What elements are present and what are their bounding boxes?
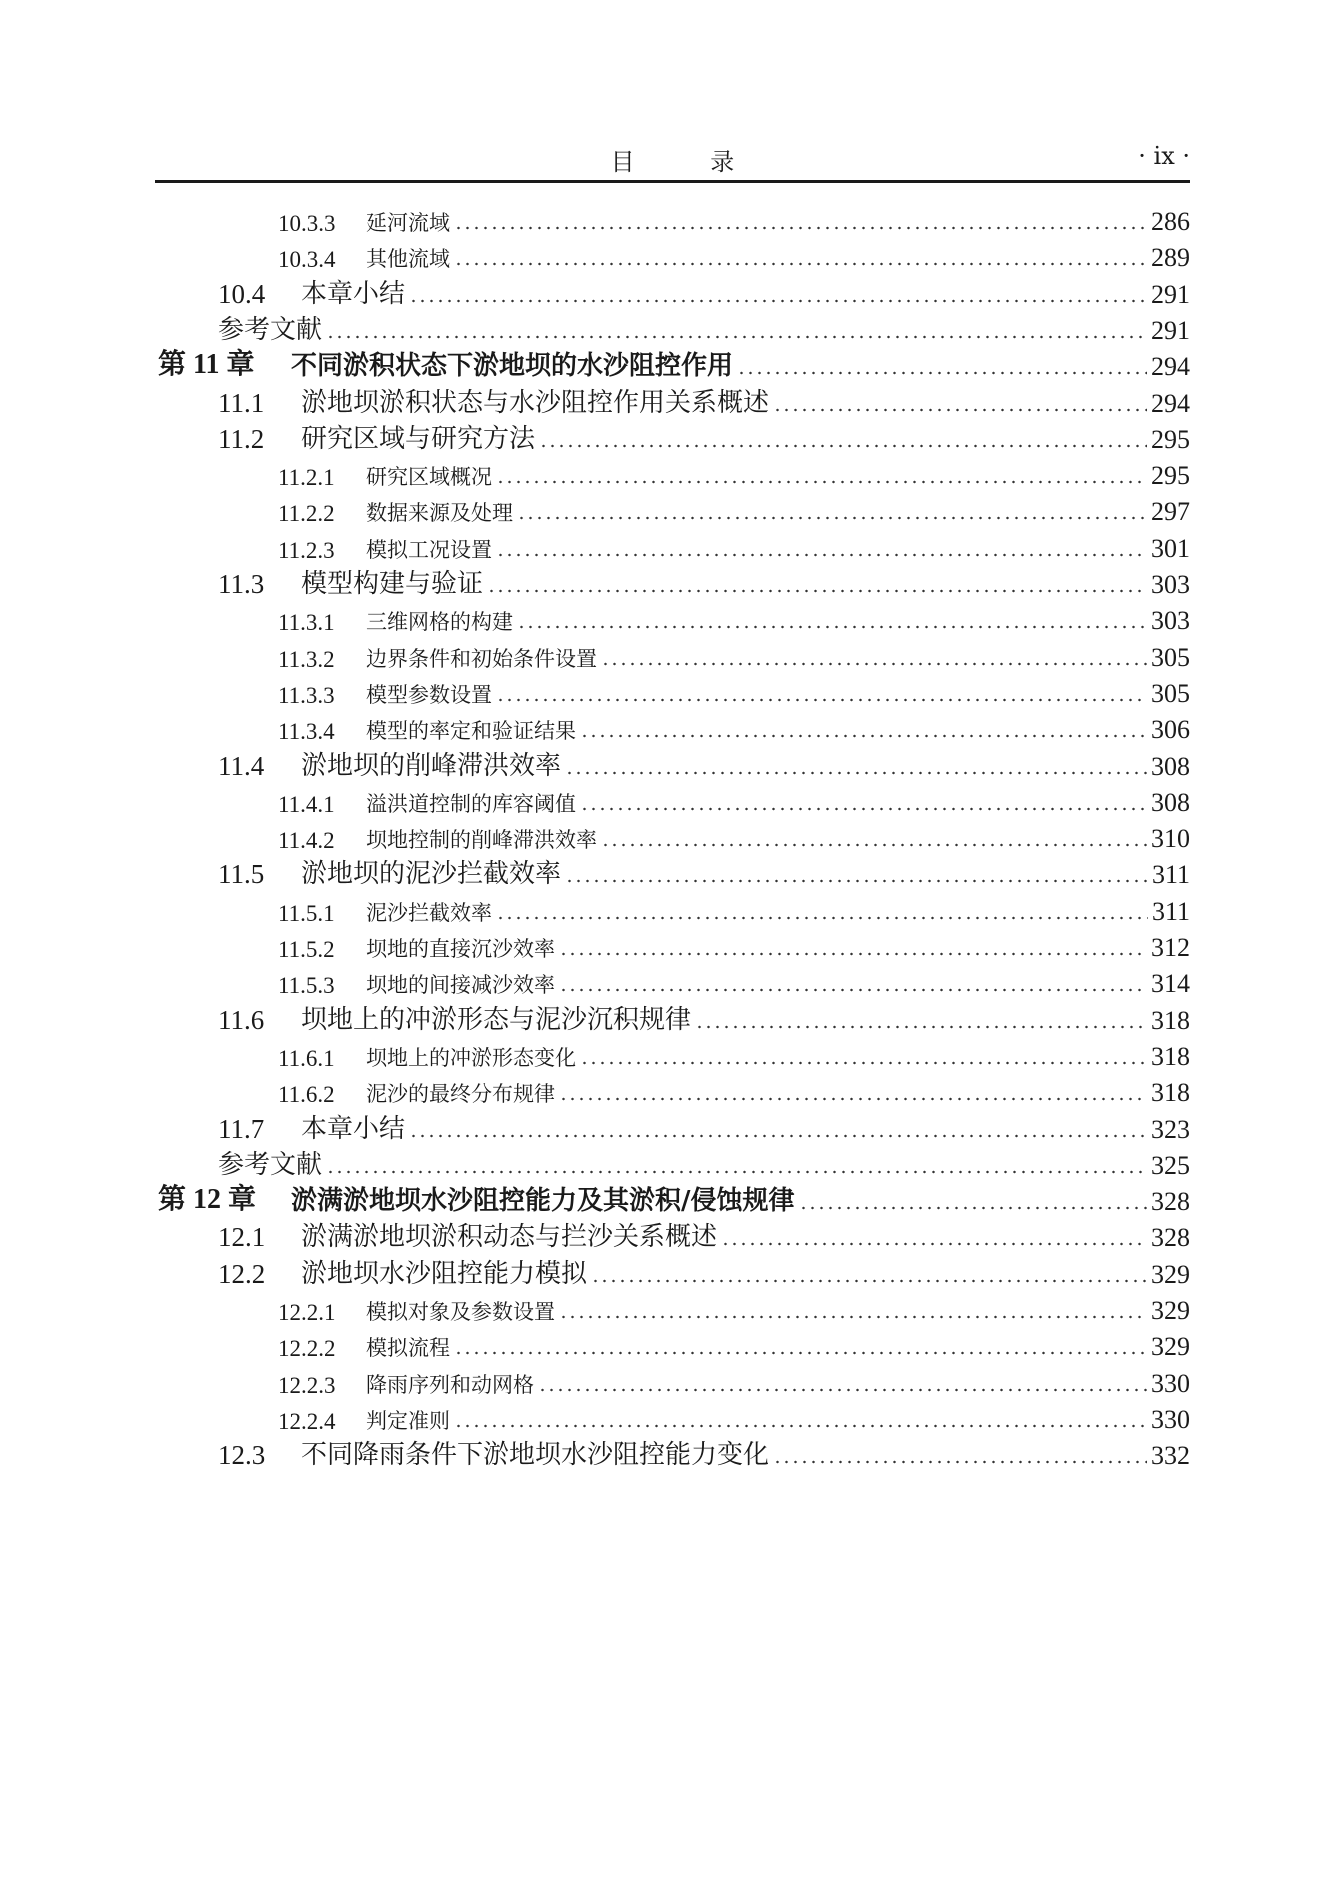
toc-entry-page: 318: [1151, 1005, 1190, 1035]
dot-leader: [773, 1460, 1147, 1464]
toc-entry-title: 淤地坝的泥沙拦截效率: [301, 859, 562, 890]
toc-entry[interactable]: [155, 270, 1190, 310]
toc-entry-title: 本章小结: [301, 1113, 406, 1144]
dot-leader: [409, 299, 1147, 303]
toc-entry-title: 边界条件和初始条件设置: [366, 646, 597, 671]
dot-leader: [454, 1351, 1147, 1355]
toc-entry[interactable]: [155, 415, 1190, 455]
toc-entry-number: 11.7: [218, 1113, 265, 1144]
toc-entry-number: 11.1: [218, 387, 265, 418]
toc-entry-page: 312: [1151, 933, 1190, 962]
toc-entry-title: 延河流域: [366, 211, 450, 235]
toc-entry[interactable]: [155, 306, 1190, 346]
toc-entry-page: 289: [1151, 243, 1190, 273]
toc-entry-page: 329: [1151, 1259, 1190, 1289]
toc-entry-number: 11.2.2: [278, 501, 335, 527]
toc-entry-number: 11.4.2: [278, 828, 335, 854]
dot-leader: [487, 589, 1147, 593]
toc-entry[interactable]: [155, 887, 1190, 927]
toc-entry[interactable]: [155, 1322, 1190, 1362]
toc-entry-title: 坝地上的冲淤形态与泥沙沉积规律: [301, 1004, 692, 1035]
header-title: 目 录: [610, 148, 769, 176]
toc-entry-title: 模型构建与验证: [301, 569, 484, 599]
toc-entry-title: 淤地坝淤积状态与水沙阻控作用关系概述: [301, 387, 770, 418]
toc-entry-title: 三维网格的构建: [366, 610, 513, 635]
toc-entry-title: 参考文献: [218, 314, 323, 345]
toc-entry-number: 11.3.4: [278, 719, 335, 745]
dot-leader: [601, 843, 1147, 847]
toc-entry-page: 294: [1151, 352, 1190, 382]
dot-leader: [496, 553, 1147, 557]
toc-entry-number: 11.3: [218, 569, 265, 599]
toc-entry-title: 研究区域概况: [366, 465, 492, 490]
toc-entry-title: 坝地的直接沉沙效率: [366, 937, 555, 961]
toc-entry-title: 坝地上的冲淤形态变化: [366, 1045, 576, 1070]
toc-entry[interactable]: [155, 1177, 1190, 1217]
toc-entry-number: 11.3.1: [278, 610, 335, 636]
dot-leader: [591, 1279, 1147, 1283]
toc-entry-page: 328: [1151, 1187, 1190, 1217]
toc-entry-title: 模拟对象及参数设置: [366, 1300, 555, 1324]
dot-leader: [517, 625, 1147, 629]
toc-entry-title: 泥沙的最终分布规律: [366, 1082, 555, 1107]
dot-leader: [559, 1315, 1147, 1319]
toc-entry-number: 12.1: [218, 1222, 266, 1253]
toc-entry-title: 模拟流程: [366, 1336, 450, 1361]
toc-entry-page: 318: [1151, 1078, 1190, 1108]
toc-entry-title: 淤地坝水沙阻控能力模拟: [301, 1258, 588, 1289]
toc-entry-number: 12.2: [218, 1258, 266, 1289]
dot-leader: [580, 734, 1147, 738]
toc-entry-page: 329: [1151, 1296, 1190, 1325]
toc-entry[interactable]: [155, 959, 1190, 999]
dot-leader: [580, 1061, 1147, 1065]
toc-entry-page: 314: [1151, 969, 1190, 999]
toc-entry-page: 301: [1151, 533, 1190, 563]
toc-entry-title: 模型的率定和验证结果: [366, 719, 576, 744]
toc-entry[interactable]: [155, 197, 1190, 237]
toc-entry[interactable]: [155, 923, 1190, 963]
toc-entry[interactable]: [155, 669, 1190, 709]
dot-leader: [409, 1134, 1147, 1138]
toc-entry-page: 318: [1151, 1041, 1190, 1071]
dot-leader: [737, 371, 1147, 375]
dot-leader: [326, 1170, 1147, 1174]
dot-leader: [539, 444, 1147, 448]
toc-entry-number: 11.6.1: [278, 1045, 335, 1071]
header-page-number: · ix ·: [1138, 142, 1190, 170]
toc-entry[interactable]: [155, 996, 1190, 1036]
toc-entry-number: 11.3.2: [278, 646, 335, 672]
toc-entry-page: 332: [1151, 1441, 1190, 1471]
dot-leader: [454, 226, 1147, 230]
dot-leader: [326, 335, 1147, 339]
running-header: [155, 140, 1190, 183]
dot-leader: [454, 1424, 1147, 1428]
toc-entry[interactable]: [155, 1068, 1190, 1108]
toc-entry-page: 311: [1151, 896, 1190, 926]
dot-leader: [695, 1025, 1147, 1029]
toc-entry[interactable]: [155, 451, 1190, 491]
toc-entry[interactable]: [155, 1141, 1190, 1181]
dot-leader: [565, 771, 1147, 775]
dot-leader: [799, 1206, 1148, 1210]
toc-entry-page: 295: [1151, 424, 1190, 454]
toc-entry[interactable]: [155, 1431, 1190, 1471]
toc-entry-number: 12.2.1: [278, 1300, 336, 1325]
toc-entry-title: 判定准则: [366, 1408, 450, 1433]
toc-entry-number: 11.6: [218, 1004, 265, 1035]
toc-entry-title: 数据来源及处理: [366, 501, 513, 526]
toc-entry[interactable]: [155, 1250, 1190, 1290]
toc-entry-number: 11.4: [218, 750, 265, 781]
toc-entry-number: 11.5: [218, 859, 265, 890]
toc-entry-page: 330: [1151, 1404, 1190, 1434]
toc-entry[interactable]: [155, 1359, 1190, 1399]
dot-leader: [565, 879, 1148, 883]
toc-entry[interactable]: [155, 1213, 1190, 1253]
toc-entry-title: 模拟工况设置: [366, 537, 492, 562]
toc-entry-title: 参考文献: [218, 1149, 323, 1180]
toc-entry-page: 329: [1151, 1332, 1190, 1362]
dot-leader: [721, 1242, 1147, 1246]
toc-entry-number: 11.5.1: [278, 900, 335, 926]
toc-entry-page: 308: [1151, 751, 1190, 781]
toc-entry-page: 305: [1151, 678, 1190, 708]
toc-entry-page: 291: [1151, 279, 1190, 309]
toc-entry-number: 12.2.3: [278, 1372, 336, 1398]
toc-entry-number: 12.3: [218, 1440, 266, 1471]
toc-entry-number: 11.2: [218, 423, 265, 454]
toc-entry[interactable]: [155, 1286, 1190, 1326]
toc-entry-page: 328: [1151, 1223, 1190, 1253]
dot-leader: [496, 480, 1147, 484]
toc-entry[interactable]: [155, 1105, 1190, 1145]
toc-entry-number: 第 12 章: [158, 1184, 257, 1216]
dot-leader: [773, 408, 1147, 412]
toc-entry[interactable]: [155, 778, 1190, 818]
dot-leader: [538, 1388, 1147, 1392]
toc-entry-page: 305: [1151, 642, 1190, 672]
toc-entry-number: 11.3.3: [278, 682, 335, 708]
toc-entry-number: 10.3.4: [278, 247, 336, 273]
toc-entry-page: 308: [1151, 787, 1190, 817]
toc-entry-title: 坝地控制的削峰滞洪效率: [366, 828, 597, 853]
toc-entry-title: 坝地的间接减沙效率: [366, 973, 555, 998]
toc-entry-title: 淤满淤地坝淤积动态与拦沙关系概述: [301, 1222, 718, 1253]
toc-entry-title: 不同淤积状态下淤地坝的水沙阻控作用: [291, 351, 734, 382]
toc-entry[interactable]: [155, 233, 1190, 273]
toc-entry-title: 本章小结: [301, 278, 406, 309]
dot-leader: [601, 662, 1147, 666]
toc-entry-number: 11.2.1: [278, 465, 335, 491]
toc-entry-title: 其他流域: [366, 247, 450, 272]
dot-leader: [517, 516, 1147, 520]
toc-entry-number: 11.5.2: [278, 937, 335, 962]
dot-leader: [559, 1097, 1147, 1101]
toc-entry-page: 297: [1151, 497, 1190, 527]
toc-entry-page: 323: [1151, 1114, 1190, 1144]
toc-entry[interactable]: [155, 633, 1190, 673]
toc-entry-page: 286: [1151, 207, 1190, 236]
toc-entry-page: 303: [1151, 606, 1190, 636]
toc-entry-number: 10.4: [218, 278, 266, 309]
toc-entry[interactable]: [155, 1032, 1190, 1072]
toc-entry[interactable]: [155, 705, 1190, 745]
toc-entry-page: 330: [1151, 1368, 1190, 1398]
toc-entry-title: 淤地坝的削峰滞洪效率: [301, 750, 562, 781]
dot-leader: [496, 698, 1147, 702]
toc-entry-page: 310: [1151, 824, 1190, 854]
toc-entry-title: 模型参数设置: [366, 682, 492, 707]
toc-entry[interactable]: [155, 487, 1190, 527]
toc-entry-number: 11.2.3: [278, 537, 335, 563]
toc-entry[interactable]: [155, 814, 1190, 854]
toc-entry-number: 10.3.3: [278, 211, 336, 236]
toc-entry-number: 11.6.2: [278, 1082, 335, 1108]
toc-entry-title: 研究区域与研究方法: [301, 423, 536, 454]
toc-entry[interactable]: [155, 560, 1190, 600]
toc-entry[interactable]: [155, 379, 1190, 419]
toc-entry-title: 泥沙拦截效率: [366, 900, 492, 925]
dot-leader: [559, 988, 1147, 992]
toc-entry-page: 303: [1151, 570, 1190, 599]
toc-entry-title: 不同降雨条件下淤地坝水沙阻控能力变化: [301, 1440, 770, 1471]
toc-entry[interactable]: [155, 524, 1190, 564]
toc-entry[interactable]: [155, 1395, 1190, 1435]
toc-entry-page: 291: [1151, 315, 1190, 345]
toc-entry-title: 溢洪道控制的库容阈值: [366, 791, 576, 816]
toc-entry-page: 306: [1151, 715, 1190, 745]
toc-entry-page: 325: [1151, 1150, 1190, 1180]
dot-leader: [559, 952, 1147, 956]
toc-entry-title: 降雨序列和动网格: [366, 1372, 534, 1397]
toc-entry-number: 第 11 章: [158, 349, 255, 381]
dot-leader: [454, 262, 1147, 266]
toc-entry-page: 294: [1151, 388, 1190, 418]
toc-entry[interactable]: [155, 742, 1190, 782]
toc-entry-page: 295: [1151, 461, 1190, 491]
toc-entry[interactable]: [155, 850, 1190, 890]
dot-leader: [580, 807, 1147, 811]
toc-entry-number: 11.4.1: [278, 791, 335, 817]
dot-leader: [496, 916, 1148, 920]
toc-entry-number: 12.2.2: [278, 1336, 336, 1362]
toc-entry-number: 12.2.4: [278, 1408, 336, 1434]
toc-entry-number: 11.5.3: [278, 973, 335, 999]
toc-entry[interactable]: [155, 596, 1190, 636]
toc-entry-title: 淤满淤地坝水沙阻控能力及其淤积/侵蚀规律: [291, 1186, 795, 1217]
toc-entry-page: 311: [1151, 860, 1190, 890]
toc-entry[interactable]: [155, 342, 1190, 382]
